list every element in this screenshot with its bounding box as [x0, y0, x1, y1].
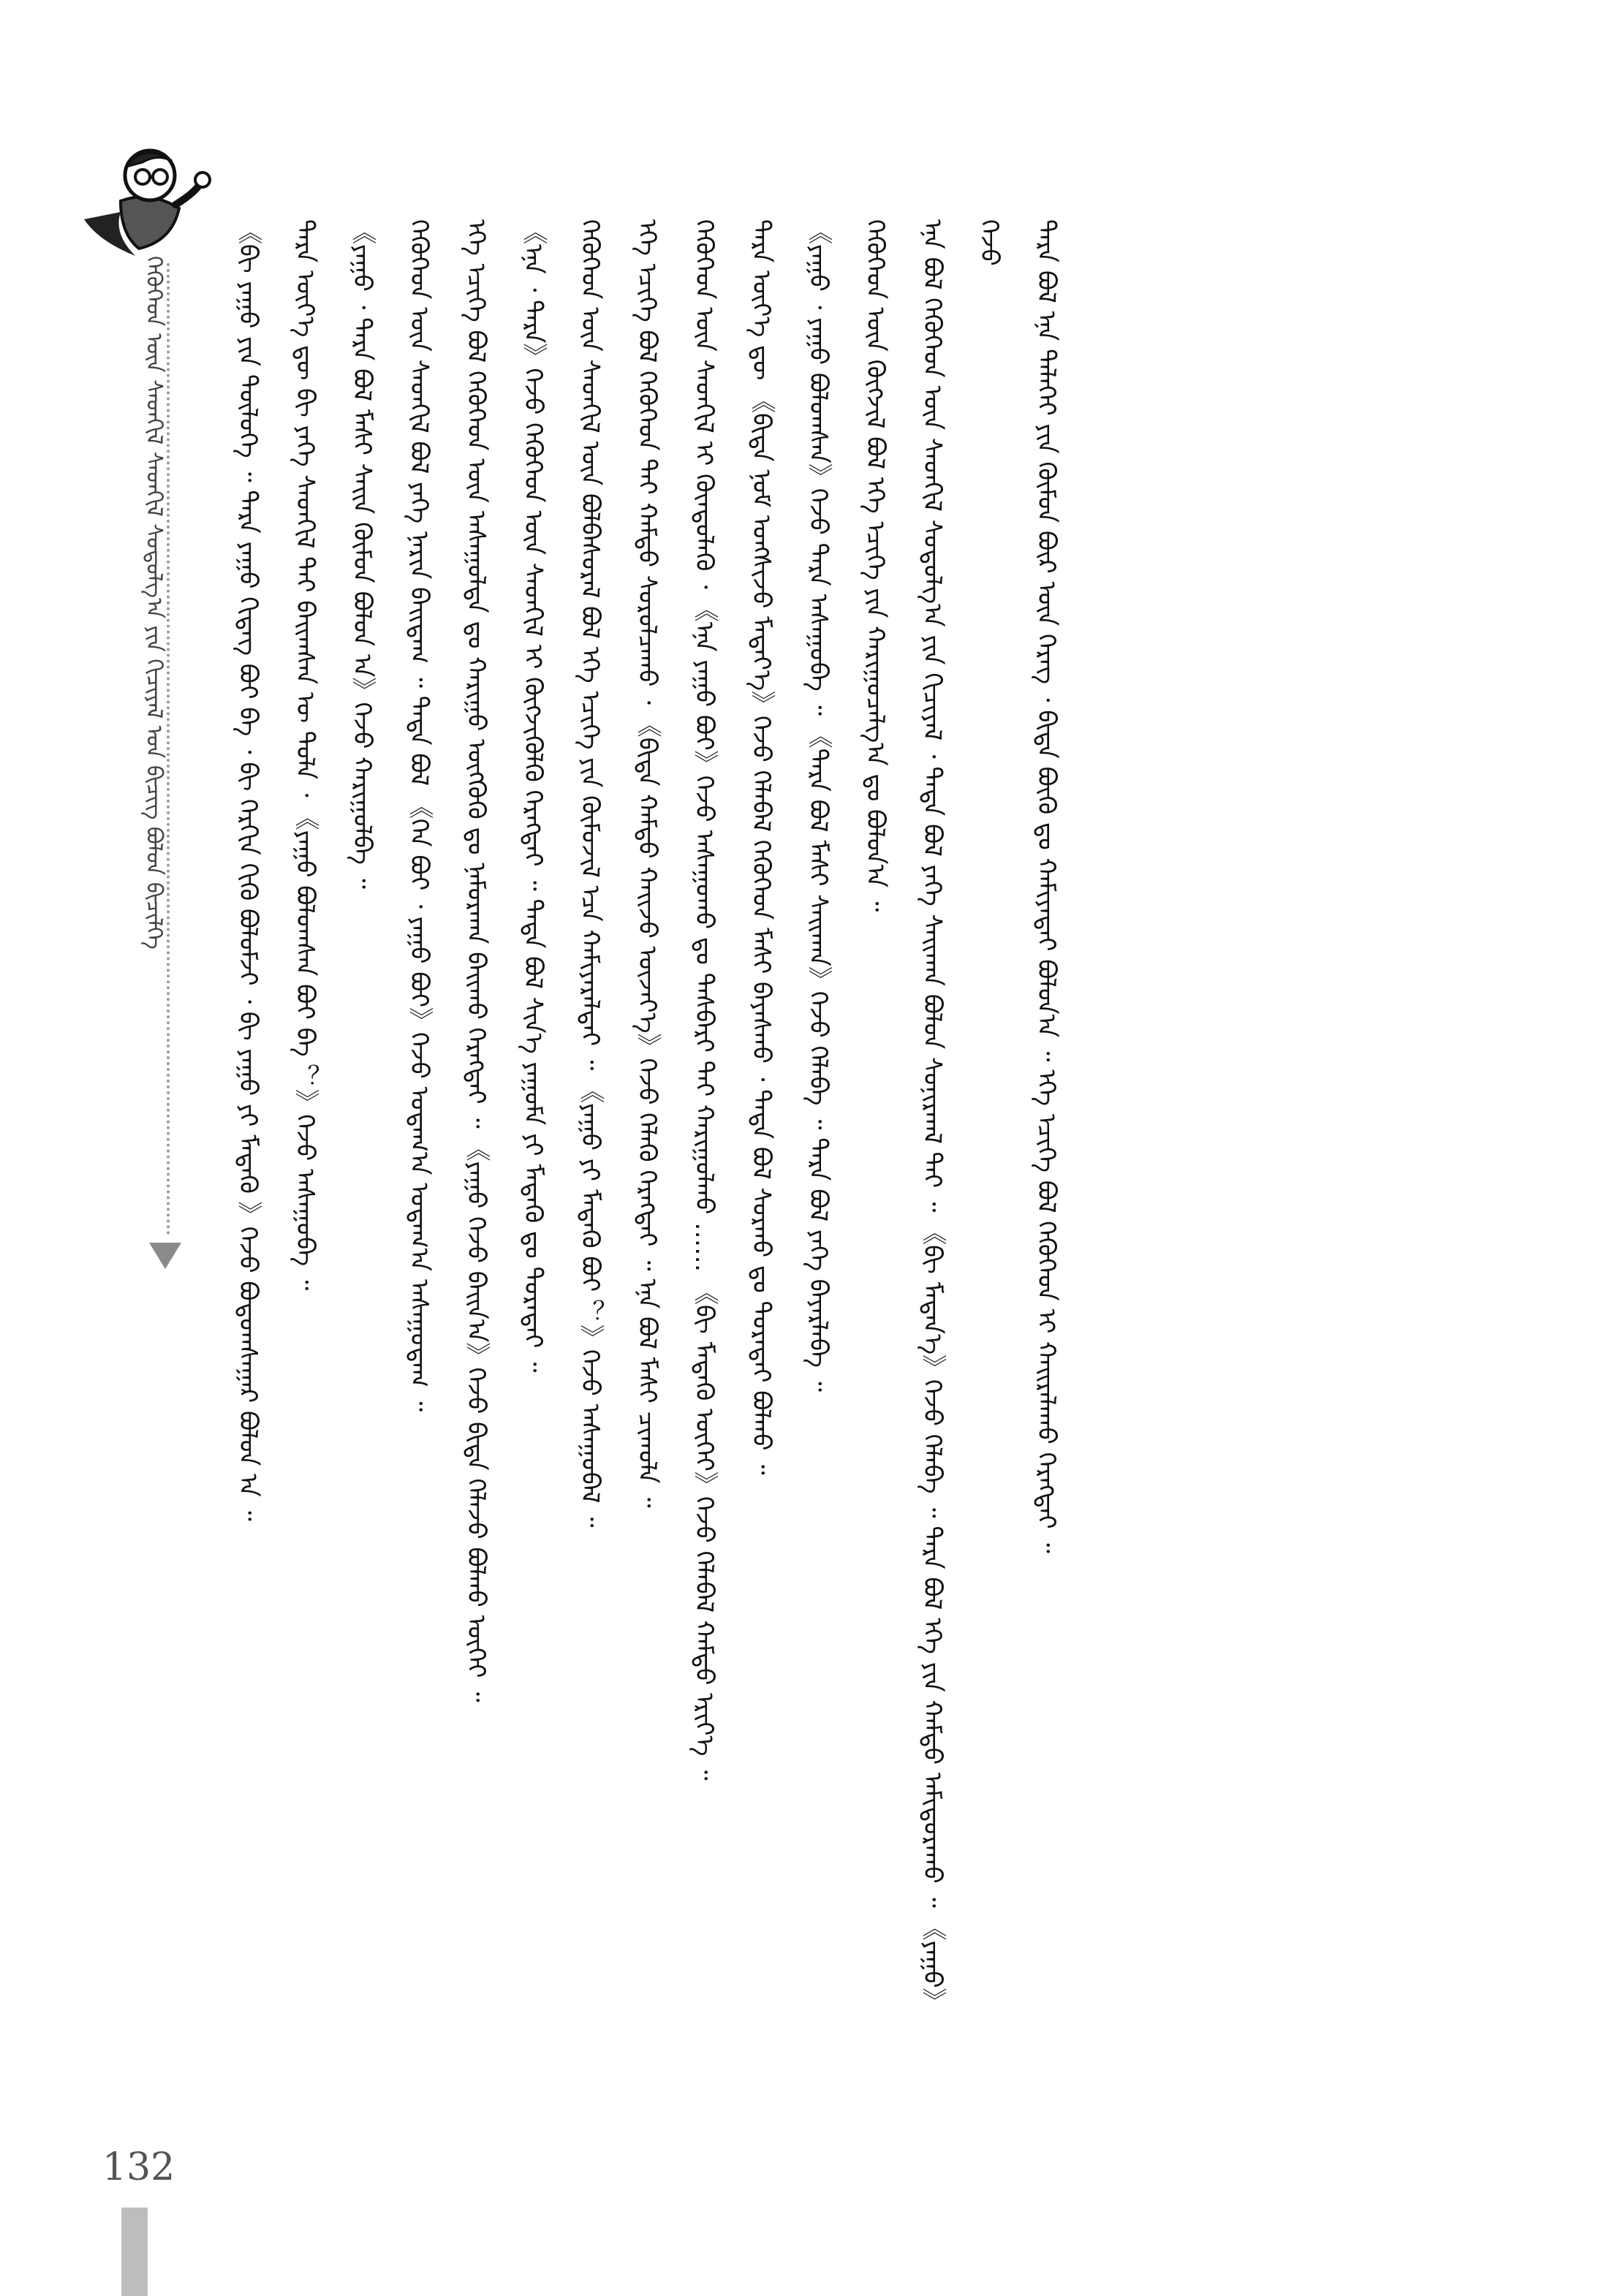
header-dotted-rule — [167, 263, 170, 1235]
running-header: ᠬᠡᠭᠦᠬᠡᠳ ᠦᠨ ᠰᠡᠳᠬᠢᠯ ᠰᠡᠳᠬᠢᠯ ᠰᠤᠳᠤᠯᠭ᠎ᠠ ᠶᠢᠨ ᠬᠢᠴᠢᠶᠡᠯ ᠤᠨ ᠪᠢᠴᠢᠭ ᠪᠣᠯᠤᠨ ᠪᠢᠴᠢᠯᠭᠡ — [141, 256, 167, 950]
paragraph: 《ᠶᠠᠭᠤ ᠂ ᠲᠡᠷᠡ ᠪᠣᠯ ᠮᠠᠰᠢ ᠰᠠᠢᠨ ᠬᠦᠮᠦᠨ ᠪᠣᠯᠤᠨ ᠠ》ᠭᠡᠵᠦ ᠬᠠᠷᠢᠭᠤᠯᠪᠠ ᠃ — [347, 219, 377, 889]
page-number: 132 — [102, 2145, 175, 2189]
paragraph: ᠲᠡᠷᠡ ᠦᠶ᠎ᠡ ᠳᠦ ᠪᠢ ᠶᠡᠬᠡ ᠰᠡᠳᠬᠢᠯ ᠲᠠᠢ ᠪᠠᠢᠭᠰᠠᠨ ᠦ ᠲᠤᠯᠠ ᠂ 《ᠶᠠᠭᠤ ᠪᠣᠯᠤᠭᠰᠠᠨ ᠪᠣᠢ ᠪᠡ ？》ᠭᠡᠵᠦ ᠠᠰᠠᠭᠤᠪᠠ ᠃ — [290, 219, 319, 1291]
paragraph: ᠲᠡᠷᠡ ᠦᠶ᠎ᠡ ᠳᠦ 《ᠪᠢᠳᠡ ᠨᠣᠮ ᠤᠩᠰᠢᠵᠤ ᠮᠡᠳᠡᠶ᠎ᠡ》ᠭᠡᠵᠦ ᠬᠡᠯᠡᠪᠡᠯ ᠬᠡᠭᠦᠬᠡᠳ ᠮᠠᠰᠢ ᠪᠠᠶᠠᠰᠬᠤ ᠂ ᠲᠡᠳᠡ ᠪᠣᠯ ᠰᠤᠷᠬᠤ ᠳᠤ ᠳᠤᠷᠠᠲᠠᠢ ᠪᠣᠯᠬᠤ ᠃ — [746, 219, 776, 1475]
mascot-boy-icon — [69, 132, 216, 270]
paragraph: ᠬᠡᠭᠦᠬᠡᠳ ᠦᠨ ᠰᠡᠳᠬᠢᠯ ᠦᠨ ᠪᠣᠯᠪᠠᠰᠤᠷᠠᠯ ᠪᠣᠯ ᠡᠬᠡ ᠡᠴᠢᠭᠡ ᠶᠢᠨ ᠬᠦᠮᠦᠵᠢᠯ ᠡᠴᠡ ᠬᠠᠮᠢᠶᠠᠷᠠᠯᠲᠠᠢ ᠃ 《ᠶᠠᠭᠤ ᠶᠢ ᠮᠡᠳᠡᠬᠦ ᠪᠣᠢ ？》ᠭᠡᠵᠦ ᠠᠰᠠᠭᠤᠪᠠᠯ ᠃ — [575, 219, 605, 1528]
main-text-body — [219, 219, 1462, 2017]
paragraph: 《ᠡᠨᠡ ᠂ ᠲᠡᠷᠡ》ᠭᠡᠵᠦ ᠬᠡᠭᠦᠬᠡᠳ ᠦᠨ ᠰᠡᠳᠬᠢᠯ ᠢ ᠬᠥᠭᠵᠢᠭᠦᠯᠬᠦ ᠬᠡᠷᠡᠭᠲᠡᠢ ᠃ ᠲᠡᠳᠡ ᠪᠣᠯ ᠰᠢᠨ᠎ᠡ ᠶᠠᠭᠤᠮᠠ ᠶᠢ ᠮᠡᠳᠡᠬᠦ ᠳᠤ ᠳᠤᠷᠠᠲᠠᠢ ᠃ — [518, 219, 548, 1373]
paragraph: ᠡᠬᠡ ᠡᠴᠢᠭᠡ ᠪᠣᠯ ᠬᠡᠭᠦᠬᠡᠳ ᠦᠨ ᠠᠰᠠᠭᠤᠯᠲᠠ ᠳᠤ ᠬᠠᠷᠢᠭᠤ ᠥᠭᠭᠦᠬᠦ ᠳᠤ ᠨᠠᠮᠤᠷᠬᠠᠨ ᠪᠠᠢᠬᠤ ᠬᠡᠷᠡᠭᠲᠡᠢ ᠃ 《ᠶᠠᠭᠤ ᠭᠡᠵᠦ ᠪᠠᠢᠨ᠎ᠠ》ᠭᠡᠵᠦ ᠪᠢᠳᠡ ᠬᠡᠯᠡᠵᠦ ᠪᠣᠯᠬᠤ ᠦᠭᠡᠢ ᠃ — [461, 219, 491, 1702]
paragraph: ᠲᠡᠷᠡ ᠪᠣᠯ ᠡᠨᠡ ᠳᠡᠯᠡᠬᠡᠢ ᠶᠢᠨ ᠬᠦᠮᠦᠨ ᠪᠦᠷ ᠦᠨ ᠬᠡᠷᠡᠭ ᠂ ᠪᠢᠳᠡ ᠪᠦᠬᠦ ᠳᠤ ᠬᠠᠮᠢᠶᠠᠲᠠᠢ ᠪᠣᠯᠤᠨ᠎ᠠ ᠃ ᠡᠬᠡ ᠡᠴᠢᠭᠡ ᠪᠣᠯ ᠬᠡᠭᠦᠬᠡᠳ ᠢ ᠬᠠᠢᠷᠠᠯᠠᠬᠤ ᠬᠡᠷᠡᠭᠲᠡᠢ ᠃ — [1032, 219, 1061, 1553]
paragraph: 《ᠪᠢ ᠶᠠᠭᠤ ᠶᠢᠨ ᠲᠥᠯᠥᠭᠡ ᠃ ᠲᠡᠷᠡ ᠶᠠᠭᠤ ᠬᠢᠳᠡᠭ ᠪᠣᠢ ᠪᠡ ᠂ ᠪᠢ ᠬᠡᠷᠬᠢᠨ ᠬᠢᠬᠦ ᠪᠣᠯᠤᠮᠵᠢ ᠂ ᠪᠢ ᠶᠠᠭᠤ ᠶᠢ ᠮᠡᠳᠡᠬᠦ 》ᠭᠡᠵᠦ ᠪᠣᠳᠤᠭᠰᠠᠭᠠᠷ ᠪᠣᠯᠤᠨ ᠠ ᠃ — [233, 219, 262, 1521]
paragraph: ᠬᠡᠭᠦᠬᠡᠳ ᠦᠨ ᠰᠡᠳᠬᠢᠯ ᠪᠣᠯ ᠶᠡᠬᠡ ᠨᠠᠷᠢᠨ ᠪᠠᠢᠳᠠᠭ ᠃ ᠲᠡᠳᠡ ᠪᠣᠯ 《ᠬᠡᠨ ᠪᠣᠢ ᠂ ᠶᠠᠭᠤ ᠪᠣᠢ》ᠭᠡᠵᠦ ᠤᠳᠠᠭ᠎ᠠ ᠤᠳᠠᠭ᠎ᠠ ᠠᠰᠠᠭᠤᠳᠠᠭ ᠃ — [404, 219, 434, 1412]
paragraph: 《ᠶᠠᠭᠤ ᠂ ᠶᠠᠭᠤ ᠪᠣᠯᠤᠭᠰᠠᠨ》ᠭᠡᠵᠦ ᠲᠡᠷᠡ ᠠᠰᠠᠭᠤᠪᠠ ᠃ 《ᠲᠡᠷᠡ ᠪᠣᠯ ᠮᠠᠰᠢ ᠰᠠᠢᠬᠠᠨ》ᠭᠡᠵᠦ ᠬᠡᠯᠡᠪᠡ ᠃ ᠲᠡᠷᠡ ᠪᠣᠯ ᠶᠡᠬᠡ ᠪᠠᠶᠠᠷᠯᠠᠪᠠ ᠃ — [803, 219, 833, 1393]
paragraph: ᠬᠡᠭᠦᠬᠡᠳ ᠦᠨ ᠰᠡᠳᠬᠢᠯ ᠢ ᠬᠦᠨᠳᠦᠯᠡᠬᠦ ᠂ 《ᠡᠨᠡ ᠶᠠᠭᠤ ᠪᠣᠢ》ᠭᠡᠵᠦ ᠠᠰᠠᠭᠤᠬᠤ ᠳᠤ ᠲᠡᠰᠪᠡᠷᠢ ᠲᠠᠢ ᠬᠠᠷᠢᠭᠤᠯᠬᠤ …… 《ᠪᠢ ᠮᠡᠳᠡᠬᠦ ᠦᠭᠡᠢ》ᠭᠡᠵᠦ ᠬᠡᠯᠡᠪᠡᠯ ᠬᠠᠮᠲᠤ ᠡᠷᠢᠶ᠎ᠡ ᠃ — [689, 219, 719, 1781]
triangle-marker-icon — [149, 1243, 181, 1269]
paragraph: ᠡᠬᠡ ᠡᠴᠢᠭᠡ ᠪᠣᠯ ᠬᠡᠭᠦᠬᠡᠳ ᠲᠡᠢ ᠬᠠᠮᠲᠤ ᠰᠤᠷᠤᠯᠴᠠᠬᠤ ᠂ 《ᠪᠢᠳᠡ ᠬᠠᠮᠲᠤ ᠬᠠᠢᠵᠤ ᠦᠵᠡᠶ᠎ᠡ》ᠭᠡᠵᠦ ᠬᠡᠯᠡᠬᠦ ᠬᠡᠷᠡᠭᠲᠡᠢ ᠃ ᠡᠨᠡ ᠪᠣᠯ ᠮᠠᠰᠢ ᠴᠢᠬᠤᠯᠠ ᠃ — [632, 219, 662, 1508]
paragraph: ᠬᠡᠭᠦᠬᠡᠳ ᠦᠨ ᠬᠥᠭᠵᠢᠯ ᠪᠣᠯ ᠡᠬᠡ ᠡᠴᠢᠭᠡ ᠶᠢᠨ ᠬᠠᠷᠢᠭᠤᠴᠠᠯᠭ᠎ᠠ ᠳᠤ ᠪᠣᠯᠤᠨ᠎ᠠ ᠃ — [860, 219, 890, 912]
page-edge-bar — [121, 2208, 148, 2296]
paragraph: ᠡᠨᠡ ᠪᠣᠯ ᠬᠡᠭᠦᠬᠡᠳ ᠦᠨ ᠰᠡᠳᠬᠢᠯ ᠰᠤᠳᠤᠯᠭ᠎ᠠ ᠶᠢᠨ ᠬᠢᠴᠢᠶᠡᠯ ᠂ ᠲᠡᠳᠡ ᠪᠣᠯ ᠶᠡᠬᠡ ᠰᠠᠢᠬᠠᠨ ᠪᠣᠯᠤᠨ ᠰᠣᠨᠢᠷᠬᠠᠯ ᠲᠠᠢ ᠃ 《ᠪᠢ ᠮᠡᠳᠡᠨ᠎ᠡ》ᠭᠡᠵᠦ ᠬᠡᠯᠡᠪᠡ ᠃ ᠲᠡᠷᠡ ᠪᠣᠯ ᠡᠬᠡ ᠶᠢᠨ ᠬᠠᠮᠲᠤ ᠠᠮᠢᠳᠤᠷᠠᠬᠤ ᠃ 《ᠶᠠᠭᠤ》ᠭᠡᠵᠦ — [918, 219, 1004, 2013]
